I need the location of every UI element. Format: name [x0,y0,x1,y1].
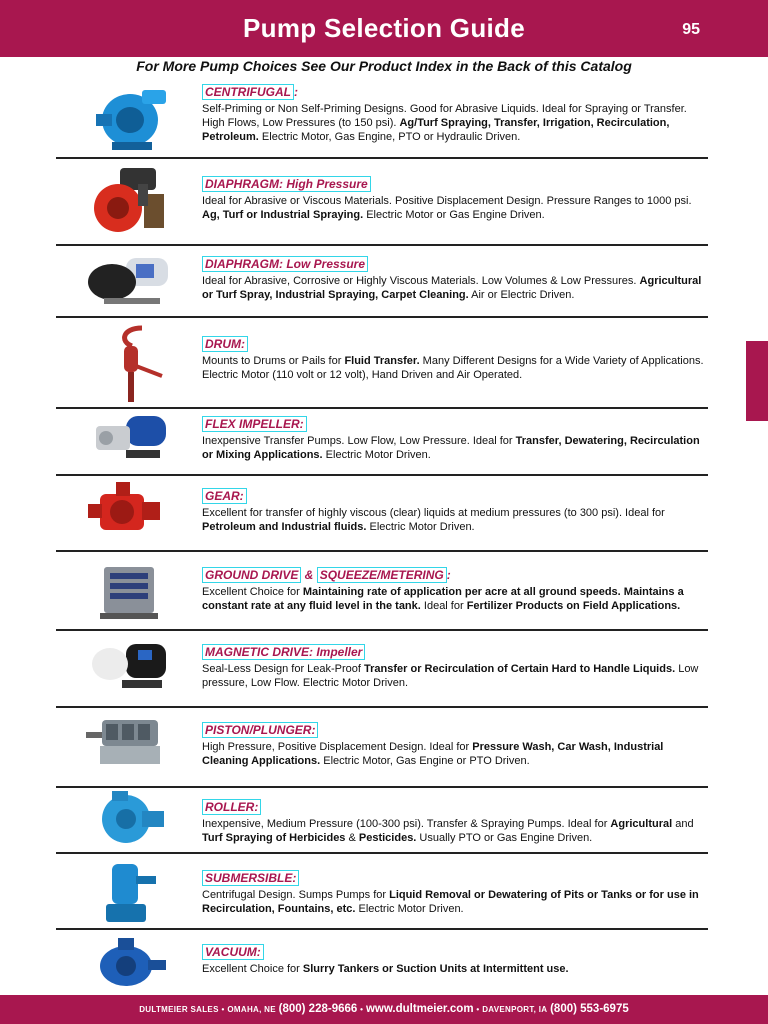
desc-bold: Liquid Removal or Dewatering of Pits or Tanks or for use in Recirculation, Fountains, etc. [202,889,699,915]
ground-drive-pump-icon [82,557,174,629]
divider [56,474,708,476]
desc-text: Seal-Less Design for Leak-Proof [202,663,365,675]
pump-heading: GROUND DRIVE [202,567,301,583]
section-tab [746,341,768,421]
pump-heading: DIAPHRAGM: High Pressure [202,176,371,192]
desc-text: and [672,818,694,830]
pump-description [202,506,708,534]
desc-text: Ideal for Abrasive, Corrosive or Highly Viscous Materials. Low Volumes & Low Pressures. [202,275,640,287]
pump-heading: SUBMERSIBLE: [202,870,299,886]
pump-heading: CENTRIFUGAL [202,84,294,100]
divider [56,852,708,854]
desc-text: Inexpensive, Medium Pressure (100-300 psi). Transfer & Spraying Pumps. Ideal for [202,818,611,830]
pump-description [202,102,708,144]
divider [56,244,708,246]
desc-bold: Pesticides. [358,832,417,844]
desc-text: Usually PTO or Gas Engine Driven. [416,832,593,844]
catalog-note: For More Pump Choices See Our Product Index in the Back of this Catalog [136,58,632,74]
desc-bold: Maintaining rate of application per acre at all ground speeds. Maintains a constant rate at any fluid level in the tank. [202,586,684,612]
desc-text: Air or Electric Driven. [468,289,575,301]
desc-text: Excellent Choice for [202,963,303,975]
page-number: 95 [682,21,700,38]
desc-bold: Agricultural or Turf Spray, Industrial Spraying, Carpet Cleaning. [202,275,702,301]
roller-pump-icon [82,789,174,853]
desc-text: Ideal for [420,600,467,612]
pump-heading: ROLLER: [202,799,261,815]
desc-text: & [345,832,359,844]
drum-pump-icon [82,322,174,406]
desc-bold: Turf Spraying of Herbicides [202,832,346,844]
desc-bold: Slurry Tankers or Suction Units at Intermittent use. [302,963,569,975]
desc-text: Self-Priming or Non Self-Priming Designs. Good for Abrasive Liquids. Ideal for Spraying or Transfer. High Flows, Low Pressures (to 150 psi). [202,103,687,129]
desc-bold: Transfer or Recirculation of Certain Hard to Handle Liquids. [364,663,676,675]
heading-suffix: : [294,85,298,99]
divider [56,928,708,930]
flex-impeller-pump-icon [82,410,174,470]
pump-description [202,817,708,845]
desc-text: Electric Motor Driven. [366,521,475,533]
footer-separator: • [476,1005,480,1014]
divider [56,629,708,631]
footer-website-link[interactable]: www.dultmeier.com [365,1003,474,1015]
footer-separator: • [221,1005,225,1014]
desc-text: Electric Motor, Gas Engine, PTO or Hydraulic Driven. [258,131,521,143]
divider [56,706,708,708]
desc-text: Excellent Choice for [202,586,303,598]
desc-text: Electric Motor Driven. [322,449,431,461]
magnetic-drive-pump-icon [82,636,174,700]
desc-text: Mounts to Drums or Pails for [202,355,345,367]
desc-text: Inexpensive Transfer Pumps. Low Flow, Low Pressure. Ideal for [202,435,516,447]
desc-text: Electric Motor, Gas Engine or PTO Driven. [320,755,530,767]
divider [56,157,708,159]
desc-text: Electric Motor Driven. [355,903,464,915]
vacuum-pump-icon [82,934,174,994]
desc-text: Low pressure, Low Flow. Electric Motor Driven. [202,663,699,689]
page-footer [0,995,768,1024]
page-header [0,0,768,57]
submersible-pump-icon [82,858,174,930]
desc-text: Electric Motor or Gas Engine Driven. [363,209,545,221]
divider [56,407,708,409]
footer-phone-omaha: (800) 228-9666 [278,1003,358,1015]
divider [56,786,708,788]
footer-phone-davenport: (800) 553-6975 [550,1003,629,1015]
gear-pump-icon [82,478,174,546]
footer-company: DULTMEIER SALES [139,1005,219,1014]
pump-description [202,274,708,302]
page-title: Pump Selection Guide [243,13,525,43]
pump-description [202,194,708,222]
centrifugal-pump-icon [82,84,174,158]
footer-city-omaha: OMAHA, NE [227,1005,276,1014]
pump-description [202,888,708,916]
desc-bold: Agricultural [610,818,673,830]
desc-text: Ideal for Abrasive or Viscous Materials. Positive Displacement Design. Pressure Ranges to 1000 psi. [202,195,692,207]
pump-description [202,585,708,613]
desc-bold: Ag/Turf Spraying, Transfer, Irrigation, Recirculation, Petroleum. [202,117,670,143]
pump-heading: PISTON/PLUNGER: [202,722,318,738]
desc-bold: Fertilizer Products on Field Applications. [466,600,681,612]
desc-bold: Ag, Turf or Industrial Spraying. [202,209,364,221]
pump-heading: DRUM: [202,336,248,352]
pump-description [202,962,708,976]
pump-heading: GEAR: [202,488,247,504]
footer-city-davenport: DAVENPORT, IA [482,1005,548,1014]
diaphragm-high-pressure-pump-icon [82,164,174,238]
desc-text: Many Different Designs for a Wide Variety of Applications. Electric Motor (110 volt or 12 volt), Hand Driven and Air Operated. [202,355,704,381]
pump-description [202,434,708,462]
heading-joiner: & [301,568,317,582]
desc-text: Centrifugal Design. Sumps Pumps for [202,889,390,901]
pump-description [202,354,708,382]
footer-separator: • [360,1005,364,1014]
pump-description [202,740,708,768]
divider [56,550,708,552]
pump-heading: VACUUM: [202,944,264,960]
desc-bold: Pressure Wash, Car Wash, Industrial Cleaning Applications. [202,741,664,767]
divider [56,316,708,318]
desc-bold: Transfer, Dewatering, Recirculation or Mixing Applications. [202,435,700,461]
desc-bold: Fluid Transfer. [344,355,420,367]
heading-suffix: : [446,568,451,582]
pump-heading: DIAPHRAGM: Low Pressure [202,256,368,272]
pump-heading: MAGNETIC DRIVE: Impeller [202,644,365,660]
pump-description [202,662,708,690]
diaphragm-low-pressure-pump-icon [82,250,174,314]
desc-text: High Pressure, Positive Displacement Design. Ideal for [202,741,473,753]
desc-bold: Petroleum and Industrial fluids. [202,521,367,533]
desc-text: Excellent for transfer of highly viscous (clear) liquids at medium pressures (to 300 psi). Ideal for [202,507,665,519]
pump-heading-secondary: SQUEEZE/METERING [317,567,447,583]
piston-plunger-pump-icon [82,710,174,782]
pump-heading: FLEX IMPELLER: [202,416,307,432]
